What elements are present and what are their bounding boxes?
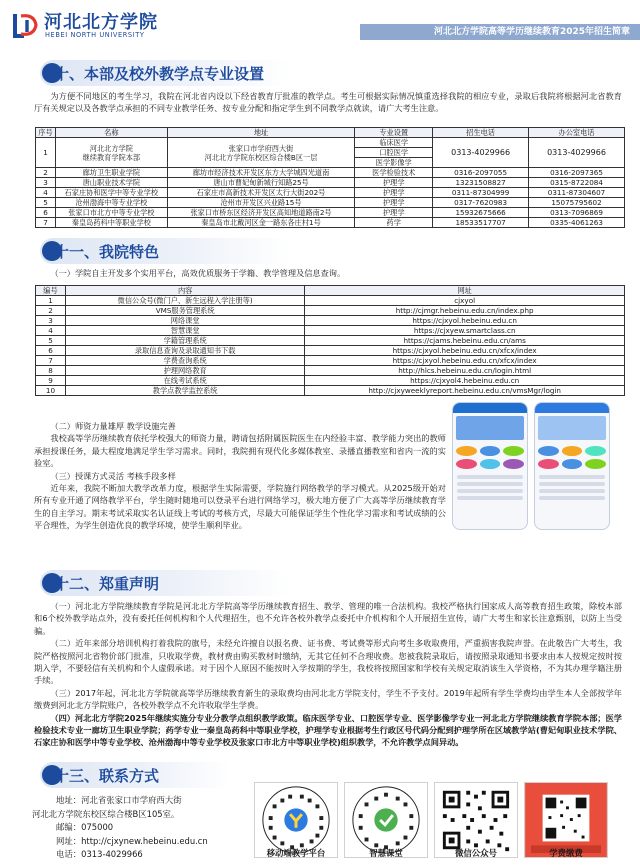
site-major: 临床医学 [355, 138, 433, 148]
qr-label-mobile: 移动端教学平台 [266, 848, 326, 858]
section-10-heading [40, 60, 300, 86]
section-11-sub3: （三）授课方式灵活 考核手段多样 [50, 470, 176, 481]
section-11-teaching-text: 近年来，我院不断加大教学改革力度，根据学生实际需要，学院施行网络教学的学习模式。从2025级开始对所有专业开通了网络教学平台，学生随时随地可以登录平台进行网络学习，极大地方便了广大高等学历继续教育学生的自主学习。期末考试采取实名认证线上考试的考核方式，尽最大可能保证学生个性化学习需求和考试成绩的公平合理性，为学生创造优良的教学环境，使学生顺利毕业。 [34, 483, 446, 531]
table-header-row [36, 128, 625, 138]
col-header: 编号 [36, 286, 66, 296]
section-11-sub1-text: （一）学院自主开发多个实用平台，高效优质服务于学籍、教学管理及信息查询。 [50, 268, 346, 278]
site-number: 5 [36, 198, 56, 208]
table-row [36, 218, 625, 228]
site-office-phone: 15075795602 [529, 198, 625, 208]
col-header: 网址 [305, 286, 625, 296]
brochure-title [360, 24, 640, 40]
platform-name: VMS服务管理系统 [65, 306, 304, 316]
platform-url: cjxyol [305, 296, 625, 306]
site-name: 石家庄协和医学中等专业学校 [55, 188, 167, 198]
table-row [36, 296, 625, 306]
site-major: 护理学 [355, 198, 433, 208]
section-11-sub2: （二）师资力量雄厚 教学设施完善 [50, 421, 176, 431]
platform-name: 智慧课堂 [65, 326, 304, 336]
platform-number: 2 [36, 306, 66, 316]
qr-label-wechat: 微信公众号 [455, 848, 497, 858]
site-major: 口腔医学 [355, 148, 433, 158]
contact-info [32, 794, 246, 862]
site-address: 秦皇岛市北戴河区金一路东各庄村1号 [167, 218, 355, 228]
table-row [36, 138, 625, 148]
site-enroll-phone: 0316-2097055 [433, 168, 529, 178]
col-header: 内容 [65, 286, 304, 296]
platform-name: 护理网络教育 [65, 366, 304, 376]
contact-phone: 电话：0313-4029966 [56, 849, 143, 860]
contact-website: 网址：http://cjxynew.hebeinu.edu.cn [56, 835, 208, 846]
phone-screenshot [452, 402, 528, 530]
site-name: 秦皇岛药科中等职业学校 [55, 218, 167, 228]
site-office-phone: 0316-2097365 [529, 168, 625, 178]
table-row [36, 178, 625, 188]
table-row [36, 326, 625, 336]
table-row [36, 306, 625, 316]
section-13-title: 十三、联系方式 [54, 767, 160, 785]
section-12-title: 十二、郑重声明 [54, 575, 160, 593]
site-name-line: 河北北方学院 [89, 143, 133, 153]
statement-4: （四）河北北方学院2025年继续实施分专业分教学点组织教学政策。临床医学专业、口腔医学专业、医学影像学专业一河北北方学院继续教育学院本部；医学检验技术专业一廊坊卫生职业学院；药学专业一秦皇岛药科中等职业学校，护理学专业根据考生行政区号代码分配到护理学所在区域教学站(曹妃甸职业技术学院、石家庄协和医学中等专业学校、沧州渤海中等专业学校及张家口市北方中等职业学校)组织教学，不允许教学点间异动。 [34, 712, 622, 748]
contact-zip: 邮编：075000 [56, 822, 114, 833]
site-number: 2 [36, 168, 56, 178]
qr-label-smart-classroom: 智慧课堂 [369, 848, 403, 858]
platform-number: 3 [36, 316, 66, 326]
site-enroll-phone: 0313-4029966 [433, 138, 529, 168]
section-11-faculty-text: 我校高等学历继续教育依托学校强大的师资力量，聘请包括附属医院医生在内经验丰富、教学能力突出的教师承担授课任务，最大程度地满足学生学习需求。同时，我院拥有现代化多媒体教室、录播直播教室和省内一流的实验室。 [34, 433, 446, 469]
site-office-phone: 0335-4061263 [529, 218, 625, 228]
site-enroll-phone: 0317-7620983 [433, 198, 529, 208]
table-header-row [36, 286, 625, 296]
platform-url: https://cjxyol.hebeinu.edu.cn/xfcx/index [305, 346, 625, 356]
platform-url: http://cjmgr.hebeinu.edu.cn/index.php [305, 306, 625, 316]
table-row [36, 198, 625, 208]
site-number: 4 [36, 188, 56, 198]
teaching-sites-table [35, 127, 625, 228]
site-name-line: 继续教育学院本部 [82, 152, 141, 162]
site-name: 沧州渤海中等专业学校 [55, 198, 167, 208]
site-address: 张家口市桥东区经济开发区高知地道路南2号 [167, 208, 355, 218]
site-major: 医学影像学 [355, 158, 433, 168]
statement-2: （二）近年来部分培训机构打着我院的旗号，未经允许擅自以报名费、证书费、考试费等形式向考生多收取费用，严重损害我院声誉。在此敬告广大考生，我院严格按照河北省物价部门批准，只收取学费，教材费由购买教材时缴纳，无其它任何不合理收费。您被我院录取后，请按照录取通知书要求由本人按规定按时按期入学，不要轻信有关机构和个人虚假承诺。对于因个人原因不能按时入学按期的学生，我校将按照国家和学校有关规定取消该生入学资格，不为其办理学籍注册手续。 [34, 638, 622, 686]
university-logo [12, 8, 162, 42]
platform-url: https://cjxyol.hebeinu.edu.cn/xfcx/index [305, 356, 625, 366]
platform-number: 9 [36, 376, 66, 386]
table-row [36, 336, 625, 346]
table-row [36, 386, 625, 396]
table-row [36, 208, 625, 218]
table-row [36, 366, 625, 376]
site-major: 护理学 [355, 208, 433, 218]
site-enroll-phone: 13231508827 [433, 178, 529, 188]
section-10-title: 十、本部及校外教学点专业设置 [54, 65, 265, 83]
platform-name: 教学点教学监控系统 [65, 386, 304, 396]
platform-number: 8 [36, 366, 66, 376]
section-12-heading [40, 570, 300, 596]
site-name: 唐山职业技术学院 [55, 178, 167, 188]
platform-url: http://cjxyweeklyreport.hebeinu.edu.cn/vmsMgr/login [305, 386, 625, 396]
table-row [36, 188, 625, 198]
site-number: 1 [36, 138, 56, 168]
site-number: 7 [36, 218, 56, 228]
platform-name: 在线考试系统 [65, 376, 304, 386]
platform-name: 录取信息查询及录取通知书下载 [65, 346, 304, 356]
col-header: 序号 [36, 128, 56, 138]
platform-url: https://cjxyew.smartclass.cn [305, 326, 625, 336]
site-name: 张家口市北方中等专业学校 [55, 208, 167, 218]
site-address: 石家庄市高新技术开发区太行大街202号 [167, 188, 355, 198]
col-header: 办公室电话 [529, 128, 625, 138]
statement-1: （一）河北北方学院继续教育学院是河北北方学院高等学历继续教育招生、教学、管理的唯一合法机构。我校严格执行国家成人高等教育招生政策，除校本部和6个校外教学站点外，没有委托任何机构和个人代理招生，也不允许各校外教学点委托中介机构和个人开展招生宣传，请广大考生和家长注意甄别，以防上当受骗。 [34, 601, 622, 636]
site-enroll-phone: 15932675666 [433, 208, 529, 218]
section-11-sub1 [34, 267, 622, 279]
site-address: 廊坊市经济技术开发区东方大学城四光道南 [167, 168, 355, 178]
section-10-intro-text: 为方便不同地区的考生学习，我院在河北省内设以下经省教育厅批准的教学点。考生可根据实际情况慎重选择我院的相应专业，录取后我院将根据河北省教育厅有关规定以及各教学点承担的不同专业教学任务、按专业分配和指定学生到不同教学点就读，请广大考生注意。 [34, 91, 622, 114]
platform-name: 微信公众号(微门户、新生远程入学注册等) [65, 296, 304, 306]
university-emblem-icon [12, 10, 40, 40]
site-major: 药学 [355, 218, 433, 228]
site-office-phone: 0313-4029966 [529, 138, 625, 168]
platform-name: 学费查询系统 [65, 356, 304, 366]
page-header [0, 0, 640, 46]
phone-screenshot [534, 402, 610, 530]
site-address: 唐山市曹妃甸新城行知路25号 [167, 178, 355, 188]
site-office-phone: 0315-8722084 [529, 178, 625, 188]
col-header: 专业设置 [355, 128, 433, 138]
platform-url: https://cjams.hebeinu.edu.cn/ams [305, 336, 625, 346]
site-name: 廊坊卫生职业学院 [55, 168, 167, 178]
contact-address-2: 河北北方学院东校区综合楼B区105室。 [32, 808, 180, 819]
section-11-title: 十一、我院特色 [54, 243, 160, 261]
platform-number: 1 [36, 296, 66, 306]
platform-number: 7 [36, 356, 66, 366]
table-row [36, 316, 625, 326]
site-address-line: 张家口市学府西大街 [228, 143, 294, 153]
contact-address: 地址：河北省张家口市学府西大街 [56, 795, 182, 805]
table-row [36, 168, 625, 178]
site-office-phone: 0311-87304607 [529, 188, 625, 198]
brochure-title-text: 河北北方学院高等学历继续教育2025年招生简章 [433, 27, 630, 37]
section-11-heading [40, 238, 300, 264]
platforms-table [35, 285, 625, 396]
section-11-faculty [34, 420, 446, 532]
platform-url: http://hlcs.hebeinu.edu.cn/login.html [305, 366, 625, 376]
platform-url: https://cjxyol4.hebeinu.edu.cn [305, 376, 625, 386]
site-major: 医学检验技术 [355, 168, 433, 178]
site-number: 3 [36, 178, 56, 188]
table-row [36, 356, 625, 366]
site-office-phone: 0313-7096869 [529, 208, 625, 218]
site-enroll-phone: 0311-87304999 [433, 188, 529, 198]
platform-name: 网络课堂 [65, 316, 304, 326]
col-header: 招生电话 [433, 128, 529, 138]
col-header: 名称 [55, 128, 167, 138]
qr-label-payment: 学费缴费 [549, 848, 583, 858]
logo-chinese-name: 河北北方学院 [44, 12, 158, 33]
site-major: 护理学 [355, 188, 433, 198]
platform-number: 4 [36, 326, 66, 336]
logo-english-name: HEBEI NORTH UNIVERSITY [45, 31, 145, 39]
statement-3: （三）2017年起，河北北方学院就高等学历继续教育新生的录取费均由河北北方学院支付，学生不予支付。2019年起所有学生学费均由学生本人全部按学年缴费到河北北方学院账户，各校外教学点不允许收取学生学费。 [34, 687, 622, 711]
platform-number: 10 [36, 386, 66, 396]
platform-name: 学籍管理系统 [65, 336, 304, 346]
table-row [36, 346, 625, 356]
site-address-line: 河北北方学院东校区综合楼B区一层 [204, 152, 318, 162]
site-major: 护理学 [355, 178, 433, 188]
section-12-statement [34, 600, 622, 749]
site-name [55, 138, 167, 168]
site-address [167, 138, 355, 168]
col-header: 地址 [167, 128, 355, 138]
mobile-app-screenshots [452, 402, 612, 530]
site-address: 沧州市开发区兴业路15号 [167, 198, 355, 208]
platform-url: https://cjxyol.hebeinu.edu.cn [305, 316, 625, 326]
platform-number: 5 [36, 336, 66, 346]
site-number: 6 [36, 208, 56, 218]
table-row [36, 376, 625, 386]
site-enroll-phone: 18533517707 [433, 218, 529, 228]
section-10-intro [34, 90, 622, 115]
platform-number: 6 [36, 346, 66, 356]
